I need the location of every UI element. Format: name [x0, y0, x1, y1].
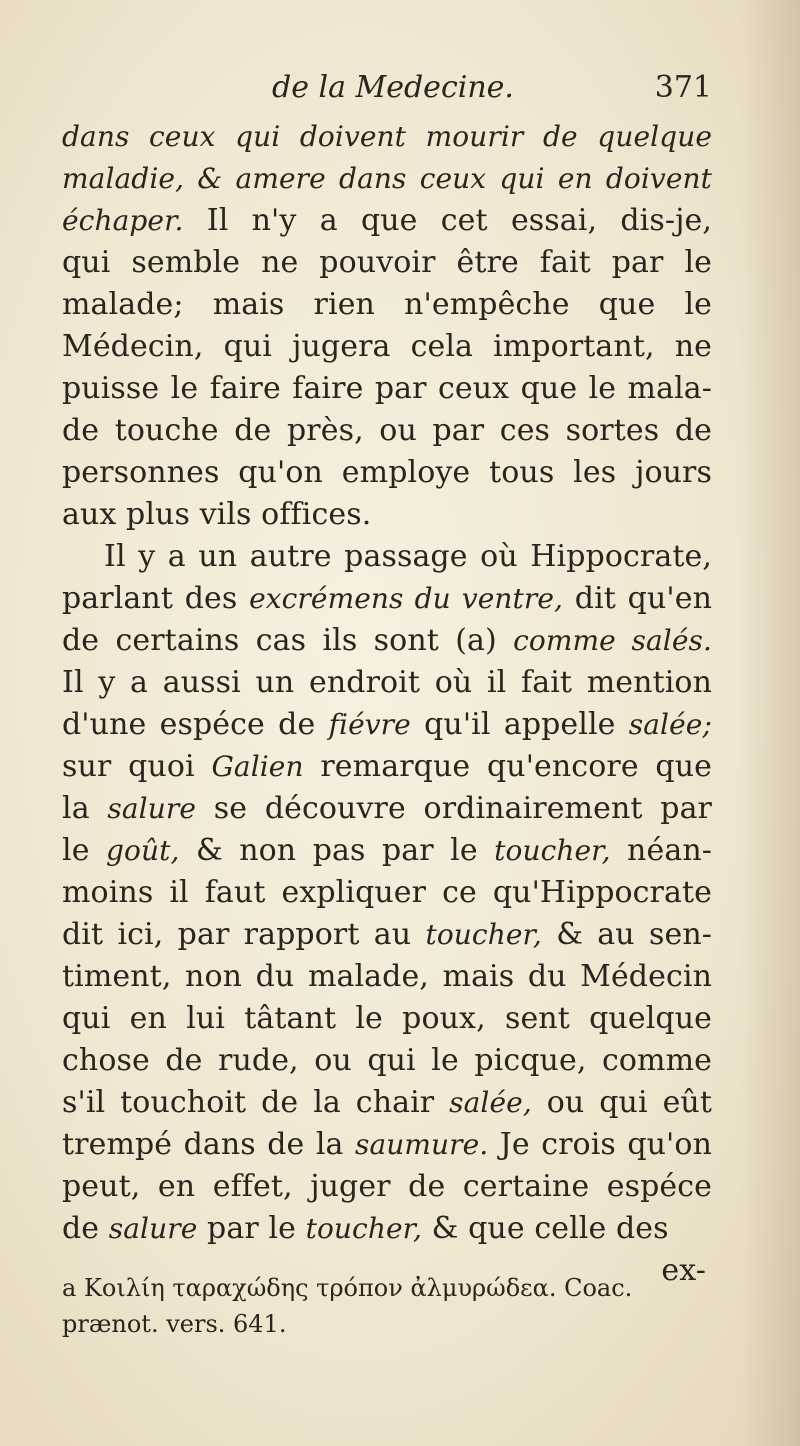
text-run: Il y a un autre passage où Hippocrate,: [104, 539, 712, 574]
text-run: remarque qu'encore que: [303, 749, 712, 784]
text-run: parlant des: [62, 581, 250, 616]
italic-text: saumure.: [354, 1128, 489, 1161]
text-run: qui semble ne pouvoir être fait par le: [62, 245, 712, 280]
italic-text: échaper.: [62, 204, 184, 237]
text-run: Il n'y a que cet essai, dis-je,: [183, 203, 712, 238]
text-run: peut, en effet, juger de certaine espéce: [62, 1169, 712, 1204]
text-line: [62, 1082, 712, 1124]
italic-text: maladie, & amere dans ceux qui en doivent: [62, 162, 712, 195]
italic-text: toucher,: [425, 918, 542, 951]
text-run: personnes qu'on employe tous les jours: [62, 455, 712, 490]
text-line: [62, 116, 712, 158]
text-run: aux plus vils offices.: [62, 497, 372, 532]
text-run: par le: [197, 1211, 306, 1246]
italic-text: comme salés.: [513, 624, 712, 657]
text-run: de certains cas ils sont (a): [62, 623, 514, 658]
italic-text: toucher,: [305, 1212, 423, 1245]
text-run: dit ici, par rapport au: [62, 917, 426, 952]
text-line: [62, 1208, 712, 1250]
text-run: Il y a aussi un endroit où il fait mention: [62, 665, 712, 700]
text-run: timent, non du malade, mais du Médecin: [62, 959, 712, 994]
catchword: ex-: [661, 1253, 706, 1288]
text-run: la: [62, 791, 108, 826]
text-run: de touche de près, ou par ces sortes de: [62, 413, 712, 448]
text-line: [62, 704, 712, 746]
text-line: [62, 1040, 712, 1082]
text-line: [62, 788, 712, 830]
italic-text: salure: [108, 1212, 198, 1245]
text-run: & au sen-: [541, 917, 712, 952]
text-run: Médecin, qui jugera cela important, ne: [62, 329, 712, 364]
page-edge-shadow: [740, 0, 800, 1446]
text-line: [62, 158, 712, 200]
text-line: [62, 662, 712, 704]
text-line: [62, 368, 712, 410]
text-run: qu'il appelle: [410, 707, 629, 742]
footnote: [62, 1270, 712, 1342]
running-title: de la Medecine.: [272, 70, 514, 105]
text-line: [62, 1166, 712, 1208]
text-run: se découvre ordinairement par: [196, 791, 712, 826]
italic-text: fiévre: [328, 708, 411, 741]
text-run: sur quoi: [62, 749, 212, 784]
text-run: néan-: [610, 833, 712, 868]
text-run: d'une espéce de: [62, 707, 329, 742]
footnote-line: a Κοιλίη ταραχώδης τρόπον ἀλμυρώδεα. Coac.: [62, 1274, 633, 1302]
text-run: de: [62, 1211, 109, 1246]
footnote-line: prænot. vers. 641.: [62, 1310, 287, 1338]
body-text: [62, 116, 712, 1292]
text-line: [62, 1124, 712, 1166]
italic-text: excrémens du ventre,: [249, 582, 564, 615]
italic-text: goût,: [106, 834, 180, 867]
text-run: qui en lui tâtant le poux, sent quelque: [62, 1001, 712, 1036]
text-line: [62, 620, 712, 662]
page-number: 371: [654, 70, 712, 105]
text-run: & non pas par le: [179, 833, 495, 868]
page-header: [62, 70, 712, 114]
italic-text: Galien: [211, 750, 304, 783]
text-run: trempé dans de la: [62, 1127, 355, 1162]
text-line: [62, 410, 712, 452]
text-run: & que celle des: [422, 1211, 669, 1246]
text-line: [62, 284, 712, 326]
text-run: dit qu'en: [563, 581, 712, 616]
text-run: ou qui eût: [531, 1085, 712, 1120]
text-run: malade; mais rien n'empêche que le: [62, 287, 712, 322]
text-line: [62, 872, 712, 914]
text-line: [62, 242, 712, 284]
italic-text: salée;: [628, 708, 712, 741]
text-line: [62, 536, 712, 578]
text-run: chose de rude, ou qui le picque, comme: [62, 1043, 712, 1078]
text-line: [62, 494, 712, 536]
italic-text: salée,: [449, 1086, 532, 1119]
text-line: [62, 956, 712, 998]
text-run: moins il faut expliquer ce qu'Hippocrate: [62, 875, 712, 910]
text-line: [62, 578, 712, 620]
text-line: [62, 326, 712, 368]
text-line: [62, 452, 712, 494]
italic-text: dans ceux qui doivent mourir de quelque: [62, 120, 712, 153]
text-line: [62, 998, 712, 1040]
text-run: le: [62, 833, 107, 868]
text-line: [62, 914, 712, 956]
text-run: Je crois qu'on: [488, 1127, 712, 1162]
text-run: puisse le faire faire par ceux que le mala-: [62, 371, 712, 406]
italic-text: toucher,: [494, 834, 611, 867]
text-line: [62, 830, 712, 872]
italic-text: salure: [107, 792, 197, 825]
text-line: [62, 200, 712, 242]
text-line: [62, 746, 712, 788]
text-run: s'il touchoit de la chair: [62, 1085, 450, 1120]
